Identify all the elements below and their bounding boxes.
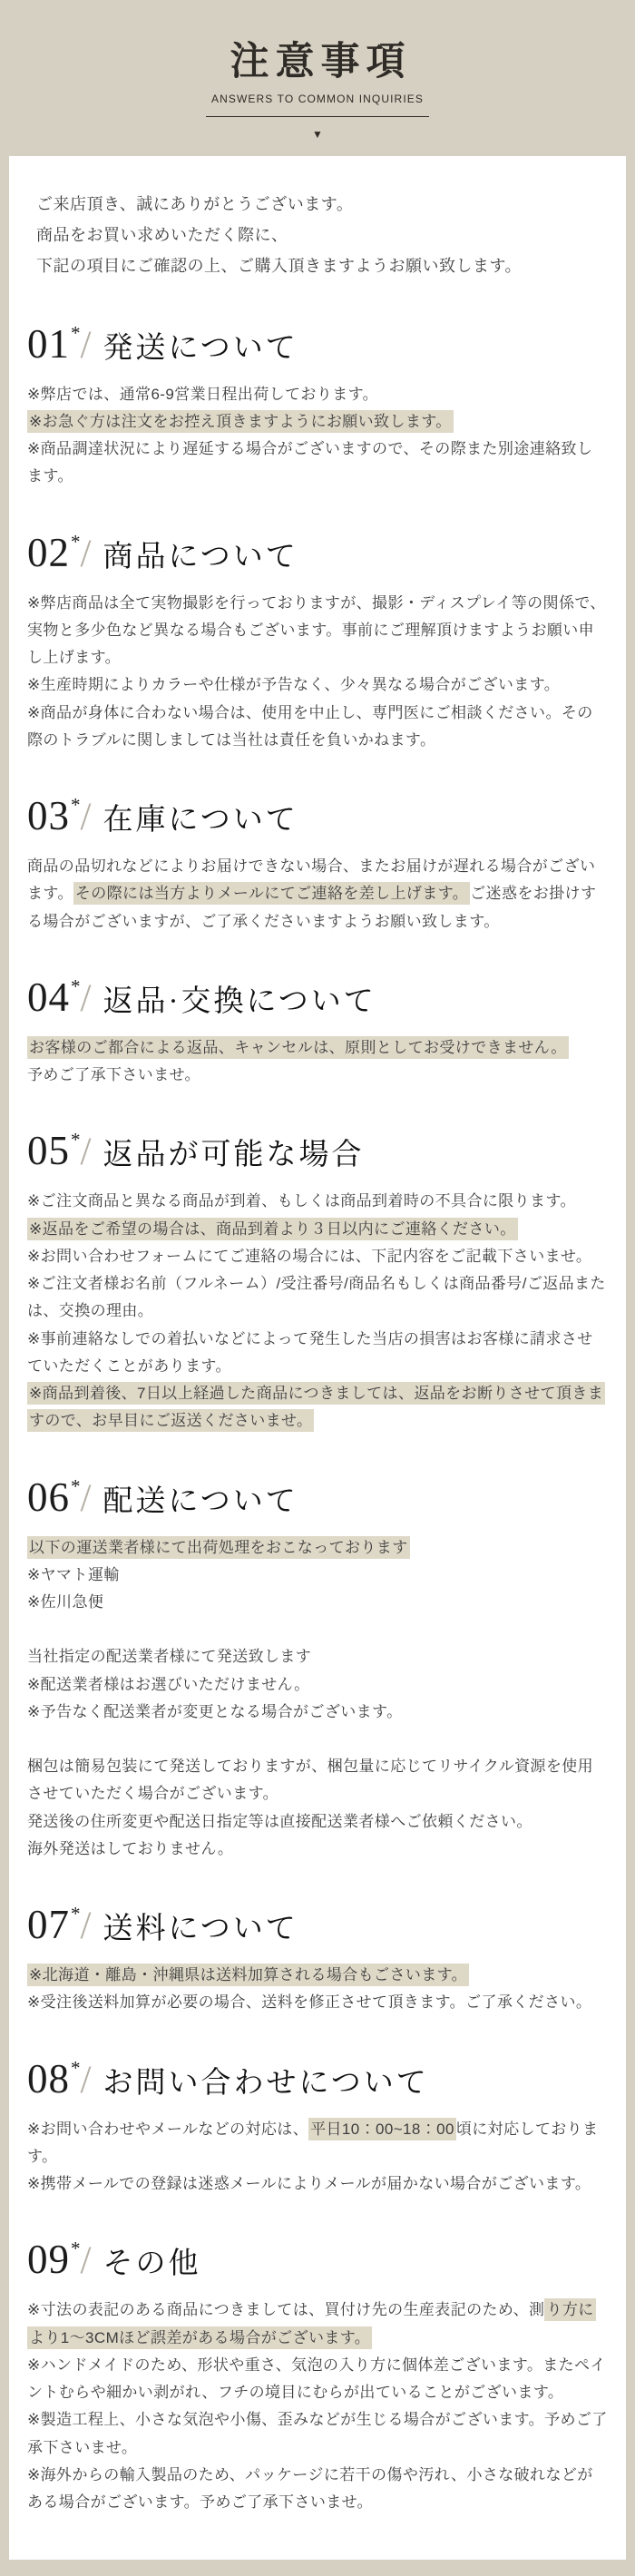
section-number: 07 [27, 1902, 70, 1948]
text-segment: ※佐川急便 [27, 1593, 104, 1611]
text-segment: ※弊店では、通常6-9営業日程出荷しております。 [27, 385, 379, 403]
section-body [27, 381, 608, 491]
header-subtitle-block [206, 86, 429, 117]
slash-mark: / [80, 976, 92, 1020]
paragraph [27, 1062, 608, 1089]
text-segment: ※ご注文者様お名前（フルネーム）/受注番号/商品名もしくは商品番号/ご返品または、交換の理由。 [27, 1275, 606, 1320]
page-title: 注意事項 [230, 40, 412, 83]
text-segment: ご迷惑をお掛けする場合がございますが、ご了承くださいますようお願い致します。 [27, 885, 597, 930]
intro-text [27, 189, 608, 282]
highlighted-text: 以下の運送業者様にて出荷処理をおこなっております [27, 1536, 410, 1559]
asterisk-mark: * [71, 530, 81, 553]
text-segment: ※弊店商品は全て実物撮影を行っておりますが、撮影・ディスプレイ等の関係で、実物と多少色など異なる場合もございます。事前にご理解頂けますようお願い申し上げます。 [27, 593, 606, 667]
section-body [27, 1534, 608, 1864]
asterisk-mark: * [71, 2056, 81, 2079]
section-heading [27, 2237, 608, 2283]
text-segment: ※商品調達状況により遅延する場合がございますので、その際また別途連絡致します。 [27, 440, 593, 485]
text-segment: ※寸法の表記のある商品につきましては、買付け先の生産表記のため、測 [27, 2301, 545, 2319]
section-title: 返品·交換について [103, 984, 376, 1018]
section-body [27, 853, 608, 935]
asterisk-mark: * [71, 1903, 81, 1925]
highlighted-text: その際には当方よりメールにてご連絡を差し上げます。 [73, 882, 470, 905]
asterisk-mark: * [71, 1474, 81, 1497]
text-segment: ※お問い合わせやメールなどの対応は、 [27, 2120, 309, 2138]
section-09 [27, 2239, 608, 2516]
paragraph [27, 2116, 608, 2171]
highlighted-text: 平日10：00~18：00 [308, 2118, 456, 2140]
highlighted-text: り方により1～3CMほど誤差がある場合がございます。 [27, 2298, 596, 2348]
sections-container [27, 320, 608, 2517]
paragraph [27, 2297, 608, 2352]
section-body [27, 590, 608, 755]
section-title: 返品が可能な場合 [103, 1139, 365, 1172]
text-segment: ※生産時期によりカラーや仕様が予告なく、少々異なる場合がございます。 [27, 676, 561, 694]
highlighted-text: お客様のご都合による返品、キャンセルは、原則としてお受けできません。 [27, 1036, 569, 1059]
section-body [27, 1188, 608, 1435]
section-number: 05 [27, 1128, 70, 1174]
page-subtitle: ANSWERS TO COMMON INQUIRIES [211, 93, 424, 105]
section-03 [27, 793, 608, 935]
section-title: お問い合わせについて [103, 2066, 429, 2100]
section-heading [27, 529, 608, 575]
slash-mark: / [80, 796, 92, 839]
intro-line: 下記の項目にご確認の上、ご購入頂きますようお願い致します。 [36, 257, 523, 276]
section-heading [27, 320, 608, 367]
asterisk-mark: * [71, 794, 81, 817]
section-number: 06 [27, 1474, 70, 1520]
text-segment: ※商品が身体に合わない場合は、使用を中止し、専門医にご相談ください。その際のトラブルに関しましては当社は責任を負いかねます。 [27, 703, 593, 749]
text-segment: ※製造工程上、小さな気泡や小傷、歪みなどが生じる場合がございます。予めご了承下さいませ。 [27, 2411, 608, 2456]
paragraph [27, 1562, 608, 1589]
paragraph [27, 1034, 608, 1062]
highlighted-text: ※商品到着後、7日以上経過した商品につきましては、返品をお断りさせて頂きますので、お早目にご返送くださいませ。 [27, 1382, 605, 1432]
paragraph-spacer [27, 1616, 608, 1643]
paragraph [27, 1243, 608, 1270]
section-heading [27, 2055, 608, 2101]
paragraph [27, 1753, 608, 1808]
section-title: 商品について [103, 540, 298, 573]
intro-line: 商品をお買い求めいただく際に、 [36, 226, 288, 245]
paragraph [27, 408, 608, 436]
section-01 [27, 320, 608, 491]
section-number: 09 [27, 2237, 70, 2283]
section-08 [27, 2055, 608, 2199]
section-heading [27, 1128, 608, 1174]
section-title: 送料について [103, 1913, 298, 1946]
slash-mark: / [80, 2239, 92, 2283]
text-segment: ※事前連絡なしでの着払いなどによって発生した当店の損害はお客様に請求させていただくことがあります。 [27, 1329, 593, 1375]
paragraph [27, 1534, 608, 1562]
paragraph [27, 1589, 608, 1616]
paragraph [27, 2406, 608, 2462]
slash-mark: / [80, 1476, 92, 1520]
paragraph [27, 1216, 608, 1243]
section-07 [27, 1902, 608, 2017]
paragraph [27, 1326, 608, 1381]
paragraph-spacer [27, 1726, 608, 1753]
highlighted-text: ※返品をご希望の場合は、商品到着より３日以内にご連絡ください。 [27, 1218, 518, 1240]
text-segment: ※お問い合わせフォームにてご連絡の場合には、下記内容をご記載下さいませ。 [27, 1247, 592, 1265]
section-number: 03 [27, 793, 70, 839]
paragraph [27, 700, 608, 755]
intro-line: ご来店頂き、誠にありがとうございます。 [36, 195, 354, 213]
section-heading [27, 793, 608, 839]
paragraph [27, 2170, 608, 2198]
slash-mark: / [80, 1131, 92, 1174]
text-segment: ※海外からの輸入製品のため、パッケージに若干の傷や汚れ、小さな破れなどがある場合がございます。予めご了承下さいませ。 [27, 2465, 593, 2512]
paragraph [27, 590, 608, 672]
slash-mark: / [80, 2058, 92, 2101]
section-title: 発送について [103, 331, 298, 365]
section-heading [27, 1474, 608, 1520]
highlighted-text: ※お急ぐ方は注文をお控え頂きますようにお願い致します。 [27, 410, 454, 433]
section-number: 01 [27, 320, 70, 367]
section-title: 配送について [103, 1484, 298, 1518]
section-number: 04 [27, 974, 70, 1020]
section-02 [27, 529, 608, 755]
paragraph [27, 853, 608, 935]
section-heading [27, 1902, 608, 1948]
paragraph [27, 1989, 608, 2016]
section-heading [27, 974, 608, 1020]
text-segment: ※受注後送料加算が必要の場合、送料を修正させて頂きます。ご了承ください。 [27, 1993, 592, 2012]
text-segment: 頃に対応しております。 [27, 2120, 599, 2165]
text-segment: ※ご注文商品と異なる商品が到着、もしくは商品到着時の不具合に限ります。 [27, 1192, 576, 1210]
section-05 [27, 1128, 608, 1435]
slash-mark: / [80, 1905, 92, 1948]
asterisk-mark: * [71, 975, 81, 997]
paragraph [27, 1270, 608, 1326]
asterisk-mark: * [71, 321, 81, 344]
text-segment: ※ハンドメイドのため、形状や重さ、気泡の入り方に個体差ございます。またペイントむらや細かい剥がれ、フチの境目にむらが出ていることがございます。 [27, 2356, 606, 2402]
slash-mark: / [80, 323, 92, 367]
paragraph [27, 2352, 608, 2407]
section-04 [27, 974, 608, 1090]
section-title: その他 [103, 2248, 201, 2281]
section-number: 08 [27, 2055, 70, 2101]
text-segment: ※予告なく配送業者が変更となる場合がございます。 [27, 1702, 403, 1720]
text-segment: 海外発送はしておりません。 [27, 1839, 234, 1857]
section-06 [27, 1474, 608, 1864]
text-segment: 梱包は簡易包装にて発送しておりますが、梱包量に応じてリサイクル資源を使用させていただく場合がございます。 [27, 1758, 594, 1803]
paragraph [27, 381, 608, 408]
paragraph [27, 2462, 608, 2517]
paragraph [27, 1836, 608, 1863]
section-title: 在庫について [103, 804, 298, 837]
asterisk-mark: * [71, 1129, 81, 1151]
paragraph [27, 1962, 608, 1989]
paragraph [27, 671, 608, 699]
paragraph [27, 1188, 608, 1215]
paragraph [27, 1699, 608, 1726]
text-segment: ※ヤマト運輸 [27, 1565, 120, 1583]
text-segment: 予めご了承下さいませ。 [27, 1066, 200, 1084]
section-body [27, 2297, 608, 2516]
text-segment: 商品の品切れなどによりお届けできない場合、またお届けが遅れる場合がございます。 [27, 857, 596, 903]
section-body [27, 2116, 608, 2199]
paragraph [27, 1643, 608, 1670]
asterisk-mark: * [71, 2238, 81, 2260]
paragraph [27, 1671, 608, 1699]
paragraph [27, 436, 608, 491]
text-segment: 当社指定の配送業者様にて発送致します [27, 1648, 312, 1666]
slash-mark: / [80, 532, 92, 575]
section-body [27, 1034, 608, 1090]
notice-card [9, 156, 626, 2560]
text-segment: ※配送業者様はお選びいただけません。 [27, 1675, 310, 1693]
section-body [27, 1962, 608, 2017]
highlighted-text: ※北海道・離島・沖縄県は送料加算される場合もごさいます。 [27, 1964, 469, 1986]
chevron-down-icon: ▼ [312, 128, 323, 141]
section-number: 02 [27, 529, 70, 575]
text-segment: ※携帯メールでの登録は迷惑メールによりメールが届かない場合がございます。 [27, 2175, 591, 2193]
paragraph [27, 1808, 608, 1836]
page-header [0, 0, 635, 156]
paragraph [27, 1380, 608, 1435]
text-segment: 発送後の住所変更や配送日指定等は直接配送業者様へご依頼ください。 [27, 1812, 532, 1830]
